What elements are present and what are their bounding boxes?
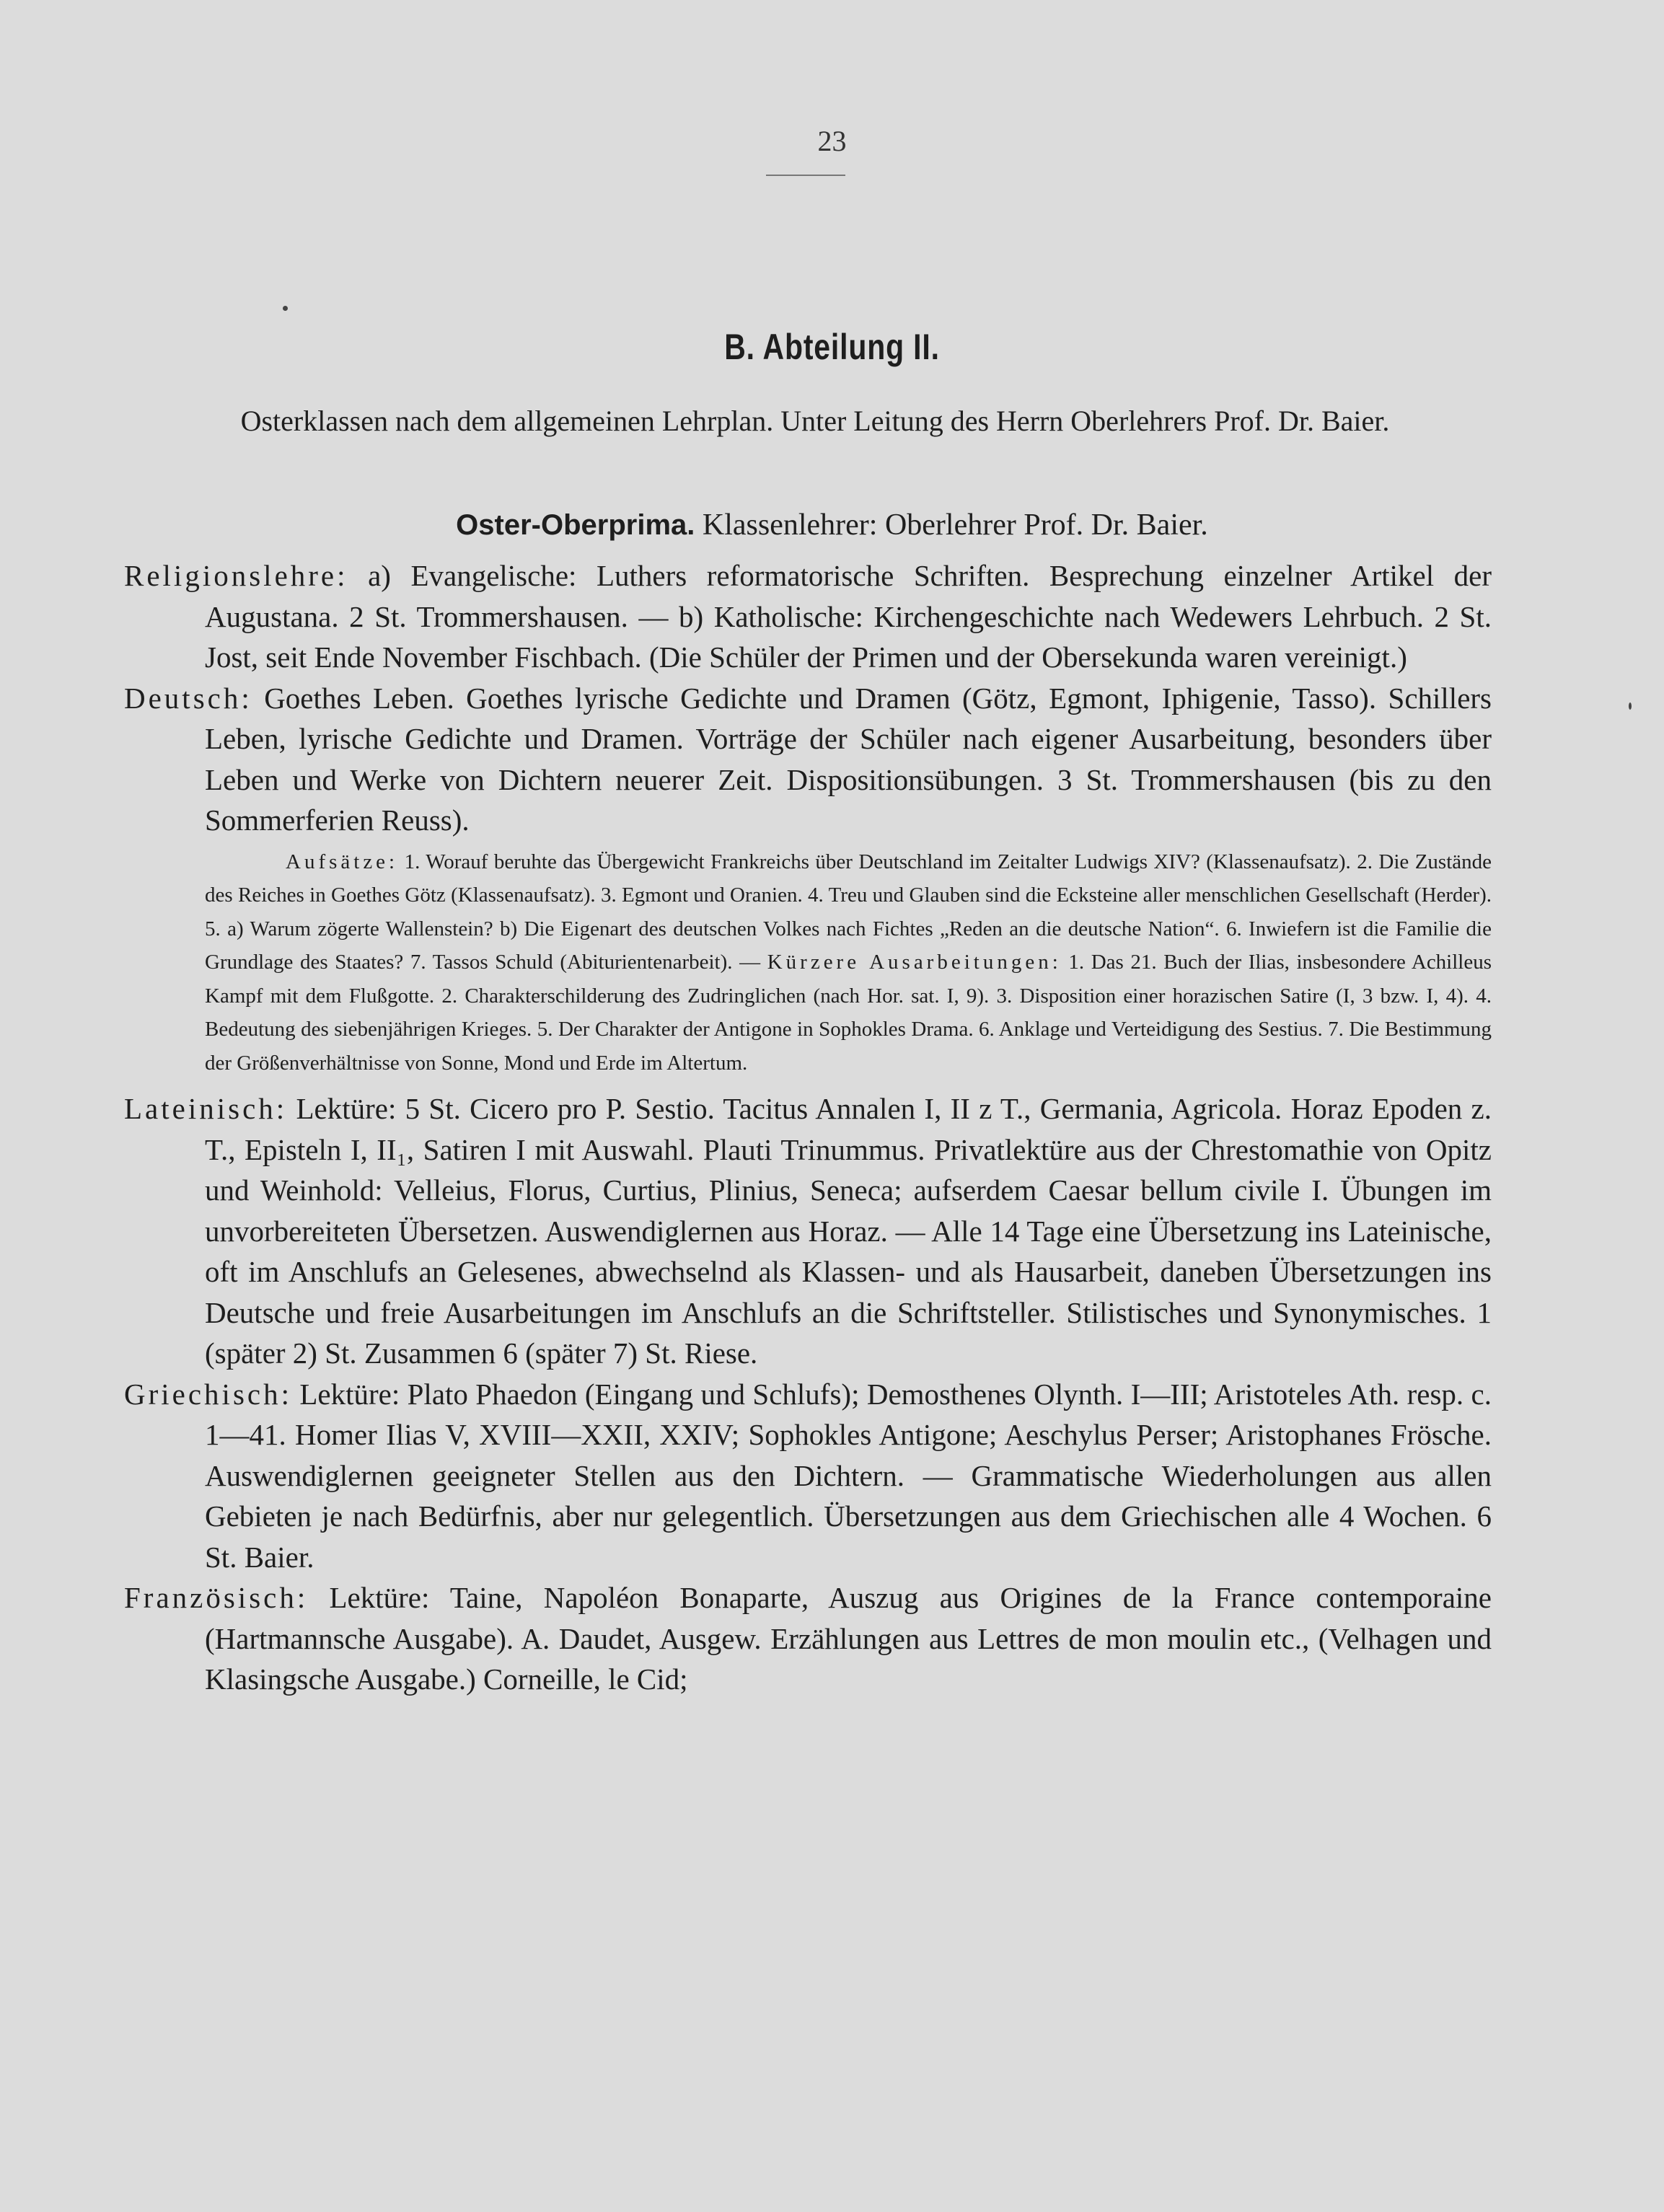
class-name: Oster-Oberprima. (456, 509, 695, 541)
section-title: B. Abteilung II. (724, 327, 940, 367)
section-intro: Osterklassen nach dem allgemeinen Lehrplan. Unter Leitung des Herrn Oberlehrers Prof. Dr. Baier. (240, 405, 1390, 437)
short-essays-label: Kürzere Ausarbeitungen: (767, 951, 1062, 974)
subject-text: Lektüre: 5 St. Cicero pro P. Sestio. Tacitus Annalen I, II z T., Germania, Agricola. Horaz Epoden z. T., Episteln I, II₁, Satiren I mit Auswahl. Plauti Trinummus. Privatlektüre aus der Chrestomathie von Opitz und Weinhold: Velleius, Florus, Curtius, Plinius, Seneca; aufserdem Caesar bellum civile I. Übungen im unvorbereiteten Übersetzen. Auswendiglernen aus Horaz. — Alle 14 Tage eine Übersetzung ins Lateinische, oft im Anschlufs an Gelesenes, abwechselnd als Klassen- und als Hausarbeit, daneben Übersetzungen ins Deutsche und freie Ausarbeitungen im Anschlufs an die Schriftsteller. Stilistisches und Synonymisches. 1 (später 2) St. Zusammen 6 (später 7) St. Riese. (205, 1092, 1492, 1370)
essay-topics (124, 845, 1492, 1080)
subject-name: Lateinisch: (124, 1092, 288, 1125)
subject-religion (124, 555, 1492, 678)
subject-name: Griechisch: (124, 1377, 292, 1411)
short-essays-list: 1. Das 21. Buch der Ilias, insbesondere Achilleus Kampf mit dem Flußgotte. 2. Charakterschilderung des Zudringlichen (nach Hor. sat. I, 9). 3. Disposition einer horazischen Satire (I, 3 bzw. I, 4). 4. Bedeutung des siebenjährigen Krieges. 5. Der Charakter der Antigone in Sophokles Drama. 6. Anklage und Verteidigung des Sestius. 7. Die Bestimmung der Größenverhältnisse von Sonne, Mond und Erde im Altertum. (205, 951, 1492, 1075)
subject-name: Französisch: (124, 1581, 309, 1614)
subject-text: Goethes Leben. Goethes lyrische Gedichte und Dramen (Götz, Egmont, Iphigenie, Tasso). Schillers Leben, lyrische Gedichte und Dramen. Vorträge der Schüler nach eigener Ausarbeitung, besonders über Leben und Werke von Dichtern neuerer Zeit. Dispositionsübungen. 3 St. Trommershausen (bis zu den Sommerferien Reuss). (205, 681, 1492, 837)
subject-text: a) Evangelische: Luthers reformatorische Schriften. Besprechung einzelner Artikel der Augustana. 2 St. Trommershausen. — b) Katholische: Kirchengeschichte nach Wedewers Lehrbuch. 2 St. Jost, seit Ende November Fischbach. (Die Schüler der Primen und der Obersekunda waren vereinigt.) (205, 559, 1492, 674)
subject-name: Deutsch: (124, 681, 252, 715)
essay-list: 1. Worauf beruhte das Übergewicht Frankreichs über Deutschland im Zeitalter Ludwigs XIV? (Klassenaufsatz). 2. Die Zustände des Reiches in Goethes Götz (Klassenaufsatz). 3. Egmont und Oranien. 4. Treu und Glauben sind die Ecksteine aller menschlichen Gesellschaft (Herder). 5. a) Warum zögerte Wallenstein? b) Die Eigenart des deutschen Volkes nach Fichtes „Reden an die deutsche Nation“. 6. Inwiefern ist die Familie die Grundlage des Staates? 7. Tassos Schuld (Abiturientenarbeit). — (205, 850, 1492, 974)
class-teacher: Klassenlehrer: Oberlehrer Prof. Dr. Baier. (702, 508, 1208, 542)
curriculum-body (124, 555, 1492, 1700)
print-speck (1629, 702, 1632, 710)
subject-latein (124, 1088, 1492, 1374)
print-speck (283, 306, 288, 311)
subject-franzoesisch (124, 1577, 1492, 1700)
page-number: 23 (817, 125, 847, 157)
subject-text: Lektüre: Plato Phaedon (Eingang und Schlufs); Demosthenes Olynth. I—III; Aristoteles Ath. resp. c. 1—41. Homer Ilias V, XVIII—XXII, XXIV; Sophokles Antigone; Aeschylus Perser; Aristophanes Frösche. Auswendiglernen geeigneter Stellen aus den Dichtern. — Grammatische Wiederholungen aus allen Gebieten je nach Bedürfnis, aber nur gelegentlich. Übersetzungen aus dem Griechischen alle 4 Wochen. 6 St. Baier. (205, 1377, 1492, 1574)
subject-text: Lektüre: Taine, Napoléon Bonaparte, Auszug aus Origines de la France contemporaine (Hartmannsche Ausgabe). A. Daudet, Ausgew. Erzählungen aus Lettres de mon moulin etc., (Velhagen und Klasingsche Ausgabe.) Corneille, le Cid; (205, 1581, 1492, 1696)
subject-griechisch (124, 1374, 1492, 1578)
class-heading (0, 505, 1664, 545)
subject-deutsch (124, 678, 1492, 841)
subject-name: Religionslehre: (124, 559, 348, 592)
page-number-rule (766, 175, 845, 176)
essay-label: Aufsätze: (286, 850, 399, 873)
